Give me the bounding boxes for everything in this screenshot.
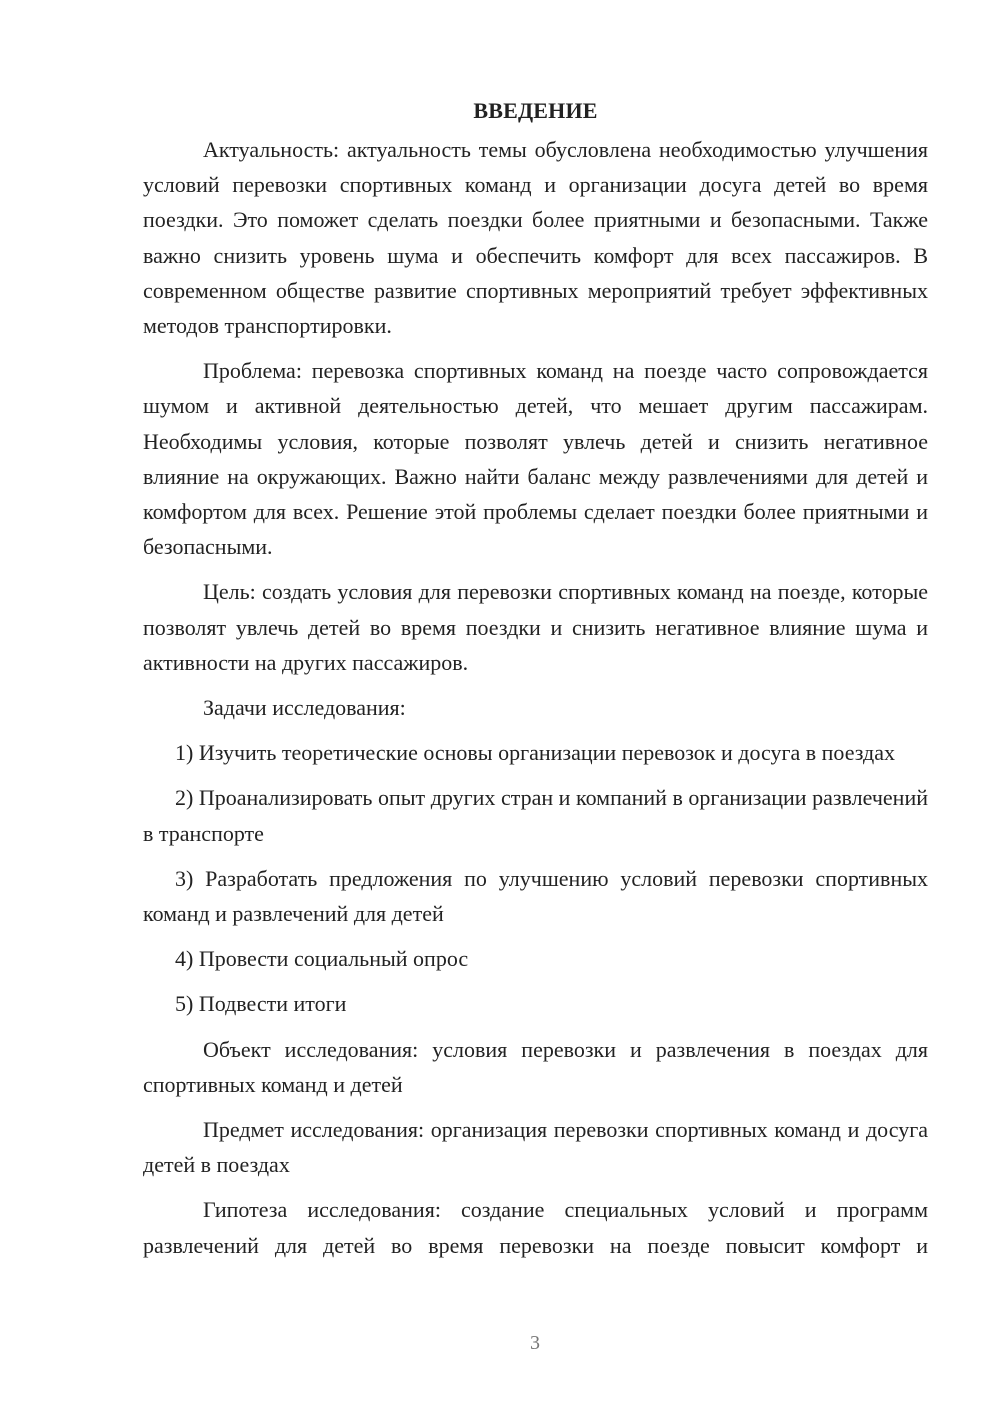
subject-paragraph: Предмет исследования: организация перевозки спортивных команд и досуга детей в поездах — [143, 1117, 928, 1178]
goal-paragraph: Цель: создать условия для перевозки спортивных команд на поезде, которые позволят увлечь детей во время поездки и снизить негативное влияние шума и активности на других пассажиров. — [143, 579, 928, 675]
hypothesis-paragraph: Гипотеза исследования: создание специальных условий и программ развлечений для детей во время перевозки на поезде повысит комфорт и — [143, 1197, 928, 1258]
task-item: 4) Провести социальный опрос — [175, 946, 469, 972]
relevance-paragraph: Актуальность: актуальность темы обусловлена необходимостью улучшения условий перевозки спортивных команд и организации досуга детей во время поездки. Это поможет сделать поездки более приятными и безопасными. Также важно снизить уровень шума и обеспечить комфорт для всех пассажиров. В современном обществе развитие спортивных мероприятий требует эффективных методов транспортировки. — [143, 137, 928, 339]
page-content — [143, 94, 928, 1273]
problem-paragraph: Проблема: перевозка спортивных команд на поезде часто сопровождается шумом и активной деятельностью детей, что мешает другим пассажирам. Необходимы условия, которые позволят увлечь детей и снизить негативное влияние на окружающих. Важно найти баланс между развлечениями для детей и комфортом для всех. Решение этой проблемы сделает поездки более приятными и безопасными. — [143, 358, 928, 560]
task-item: 3) Разработать предложения по улучшению условий перевозки спортивных команд и развлечений для детей — [143, 865, 928, 927]
page-number: 3 — [530, 1332, 540, 1354]
task-item: 1) Изучить теоретические основы организации перевозок и досуга в поездах — [175, 740, 895, 766]
task-item: 5) Подвести итоги — [175, 991, 347, 1017]
object-paragraph: Объект исследования: условия перевозки и развлечения в поездах для спортивных команд и детей — [143, 1036, 928, 1097]
section-title: ВВЕДЕНИЕ — [473, 98, 598, 123]
tasks-heading: Задачи исследования: — [203, 695, 406, 721]
task-item: 2) Проанализировать опыт других стран и компаний в организации развлечений в транспорте — [143, 785, 928, 846]
